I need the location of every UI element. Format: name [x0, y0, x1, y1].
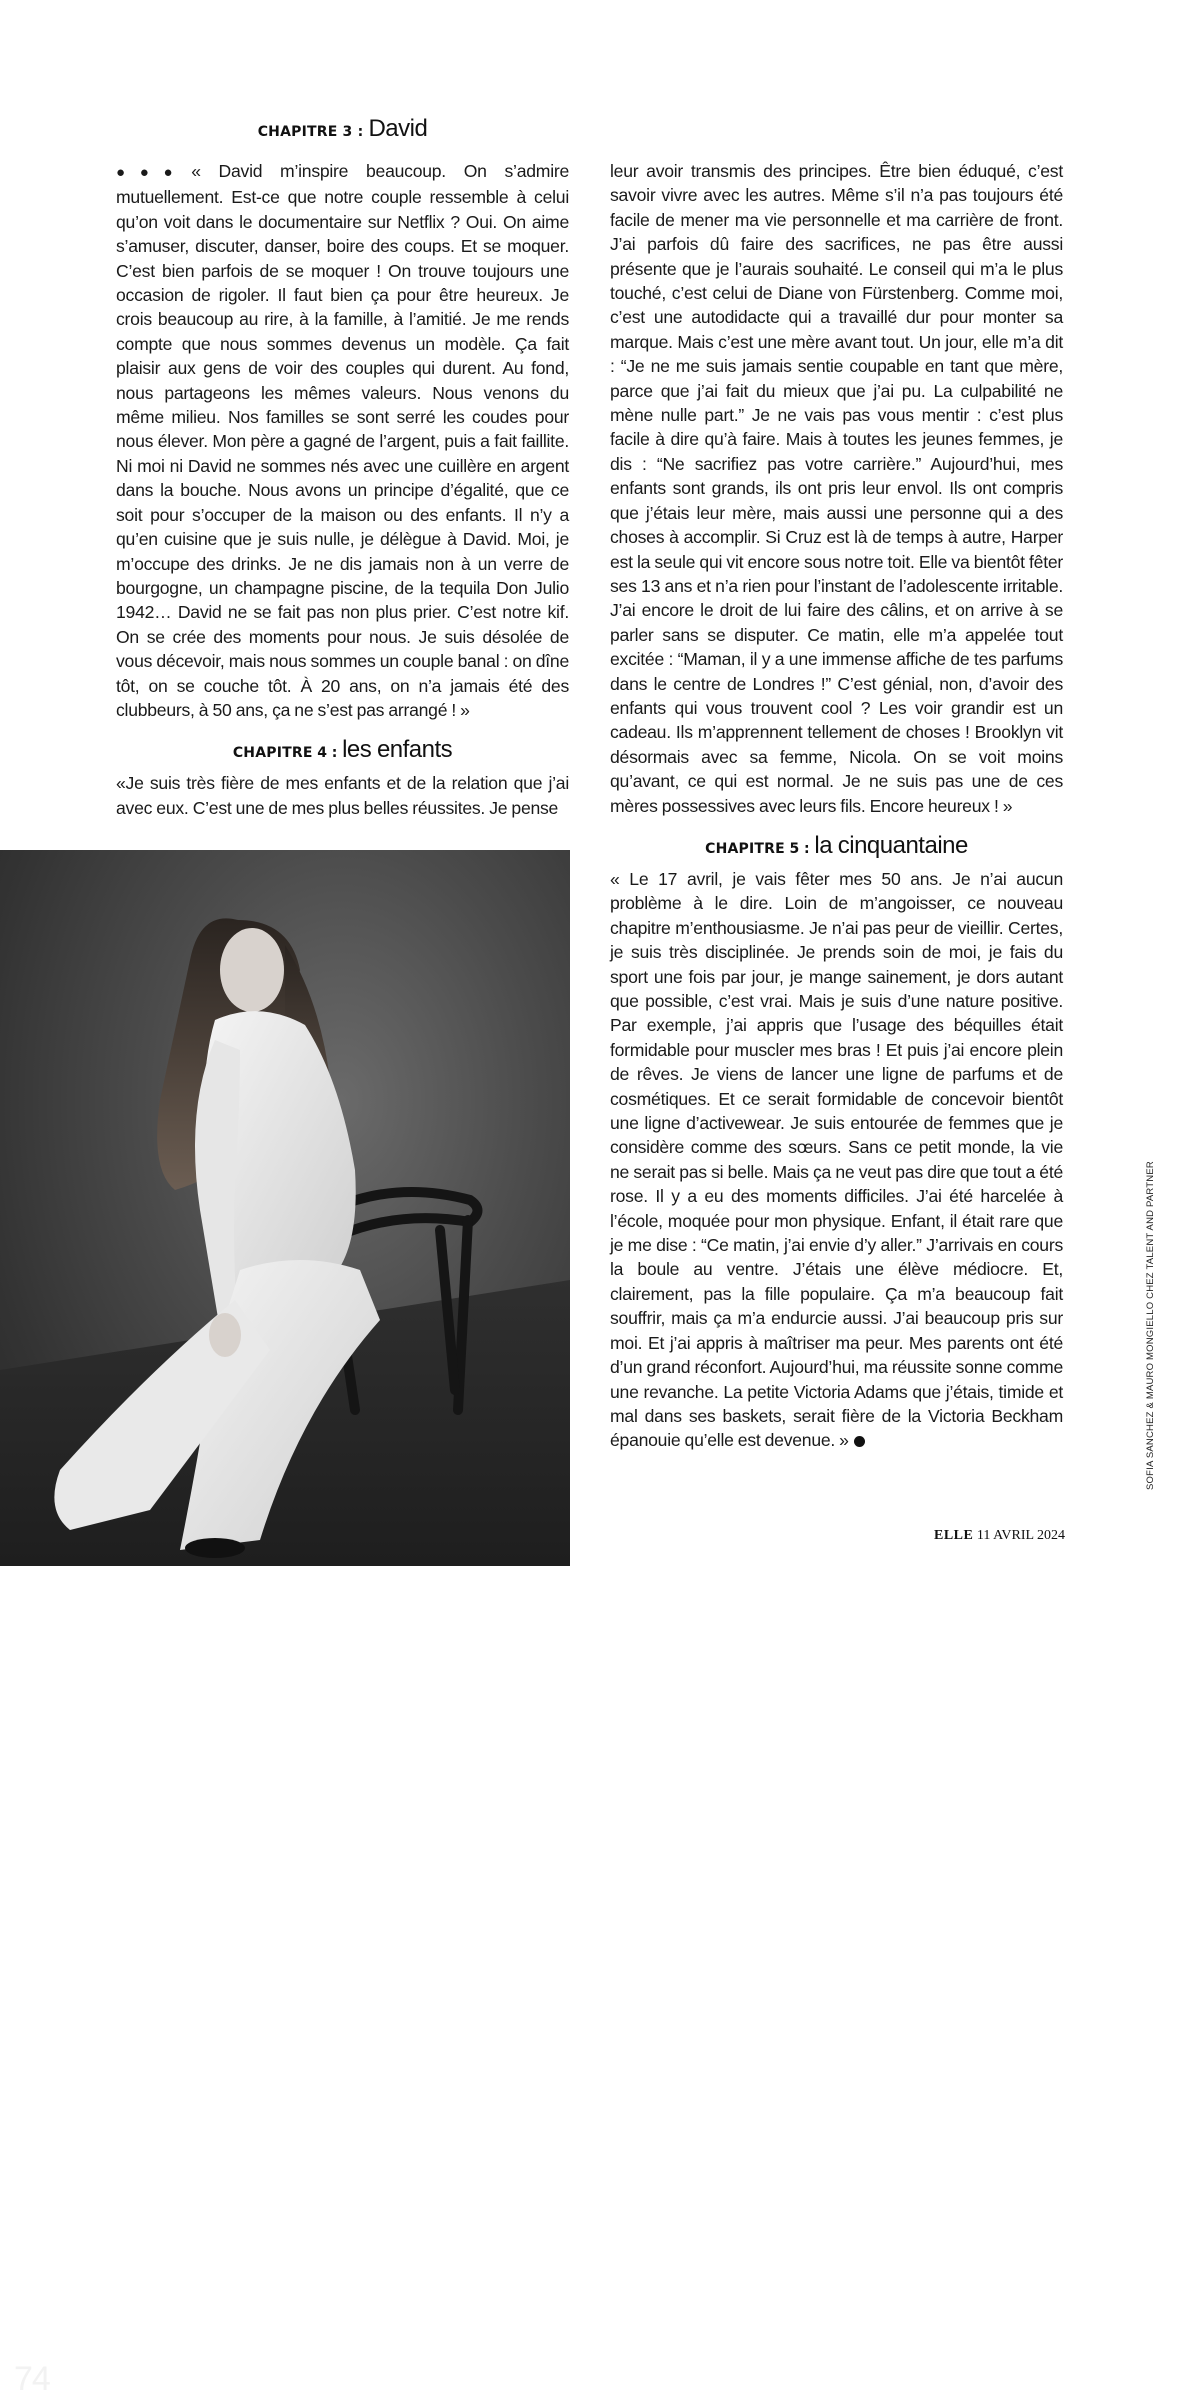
chapter-4-paragraph-start: «Je suis très fière de mes enfants et de la relation que j’ai avec eux. C’est une de mes plus belles réussites. Je pense	[116, 773, 569, 818]
portrait-illustration	[0, 850, 570, 1566]
portrait-photo	[0, 850, 570, 2398]
chapter-3-label: CHAPITRE 3 :	[257, 124, 369, 140]
footer-brand: ELLE	[934, 1528, 974, 1543]
footer-date: 11 AVRIL 2024	[976, 1528, 1066, 1543]
page-footer	[934, 1528, 1065, 1544]
chapter-5-paragraph	[610, 867, 1063, 1453]
chapter-3-text: « David m’inspire beaucoup. On s’admire mutuellement. Est-ce que notre couple ressemble à celui qu’on voit dans le documentaire sur Netflix ? Oui. On aime s’amuser, discuter, danser, boire des coups. Et se moquer. C’est bien parfois de se moquer ! On trouve toujours une occasion de rigoler. Il faut bien ça pour être heureux. Je crois beaucoup au rire, à la famille, à l’amitié. Je me rends compte que nous sommes devenus un modèle. Ça fait plaisir aux gens de voir des couples qui durent. Au fond, nous partageons les mêmes valeurs. Nous venons du même milieu. Nos familles se sont serré les coudes pour nous élever. Mon père a gagné de l’argent, puis a fait faillite. Ni moi ni David ne sommes nés avec une cuillère en argent dans la bouche. Nous avons un principe d’égalité, que ce soit pour s’occuper de la maison ou des enfants. Il n’y a qu’en cuisine que je suis nulle, je délègue à David. Moi, je m’occupe des drinks. Je ne dis jamais non à un verre de bourgogne, un champagne piscine, de la tequila Don Julio 1942… David ne se fait pas non plus prier. C’est notre kif. On se crée des moments pour nous. Je suis désolée de vous décevoir, mais nous sommes un couple banal : on dîne tôt, on se couche tôt. À 20 ans, on n’a jamais été des clubbeurs, à 50 ans, ça ne s’est pas arrangé ! »	[116, 161, 569, 720]
photo-credit-text: SOFIA SANCHEZ & MAURO MONGIELLO CHEZ TALENT AND PARTNER	[1145, 1161, 1156, 1490]
lead-bullets: ●●●	[116, 164, 188, 181]
chapter-3-heading	[116, 115, 569, 146]
left-column	[116, 159, 569, 820]
chapter-4-heading	[116, 736, 569, 767]
end-mark-icon	[854, 1436, 865, 1447]
chapter-3-name: David	[368, 115, 428, 142]
photo-credit	[1133, 1130, 1156, 1490]
face-shape	[220, 928, 284, 1012]
chapter-5-heading	[610, 832, 1063, 863]
right-column	[610, 159, 1063, 1453]
chapter-4-label: CHAPITRE 4 :	[232, 745, 343, 762]
chapter-4-name: les enfants	[342, 736, 453, 764]
page-number: 74	[14, 2360, 50, 2398]
chapter-5-label: CHAPITRE 5 :	[705, 840, 815, 857]
chapter-5-name: la cinquantaine	[814, 831, 968, 859]
chapter-4-paragraph-continued: leur avoir transmis des principes. Être bien éduqué, c’est savoir vivre avec les autres. Même s’il n’a pas toujours été facile de mener ma vie personnelle et ma carrière de front. J’ai parfois dû faire des sacrifices, ne pas être aussi présente que je l’aurais souhaité. Le conseil qui m’a le plus touché, c’est celui de Diane von Fürstenberg. Comme moi, c’est une autodidacte qui a travaillé dur pour monter sa marque. Mais c’est une mère avant tout. Un jour, elle m’a dit : “Je ne me suis jamais sentie coupable en tant que mère, parce que j’ai fait du mieux que j’ai pu. La culpabilité ne mène nulle part.” Je ne vais pas vous mentir : c’est plus facile à dire qu’à faire. Mais à toutes les jeunes femmes, je dis : “Ne sacrifiez pas votre carrière.” Aujourd’hui, mes enfants sont grands, ils ont pris leur envol. Ils ont compris que j’étais leur mère, mais aussi une personne qui a des choses à accomplir. Si Cruz est là de temps à autre, Harper est la seule qui vit encore sous notre toit. Elle va bientôt fêter ses 13 ans et n’a rien pour l’instant de l’adolescente irritable. J’ai encore le droit de lui faire des câlins, et on arrive à se parler sans se disputer. Ce matin, elle m’a appelée tout excitée : “Maman, il y a une immense affiche de tes parfums dans le centre de Londres !” C’est génial, non, d’avoir des enfants qui vous trouvent cool ? Les voir grandir est un cadeau. Ils m’apprennent tellement de choses ! Brooklyn vit désormais avec sa femme, Nicola. On se voit moins qu’avant, ce qui est normal. Je ne suis pas une de ces mères possessives avec leurs fils. Encore heureux ! »	[610, 161, 1063, 816]
chapter-3-paragraph	[116, 159, 569, 722]
chapter-5-text: « Le 17 avril, je vais fêter mes 50 ans. Je n’ai aucun problème à le dire. Loin de m’angoisser, ce nouveau chapitre m’enthousiasme. Je n’ai pas peur de vieillir. Certes, je suis très disciplinée. Je prends soin de moi, je fais du sport une fois par jour, je mange sainement, je dors autant que possible, c’est vrai. Mais je suis d’une nature positive. Par exemple, j’ai appris que l’usage des béquilles était formidable pour muscler mes bras ! Et puis j’ai encore plein de rêves. Je viens de lancer une ligne de parfums et de cosmétiques. Et ce serait formidable de concevoir bientôt une ligne d’activewear. Je suis entourée de femmes que je considère comme des sœurs. Sans ce petit monde, la vie ne serait pas si belle. Mais ça ne veut pas dire que tout a été rose. Il y a eu des moments difficiles. J’ai été harcelée à l’école, moquée pour mon physique. Enfant, il était rare que je me dise : “Ce matin, j’ai envie d’y aller.” J’arrivais en cours la boule au ventre. J’étais une élève médiocre. Et, clairement, pas la fille populaire. Ça m’a beaucoup fait souffrir, mais ça m’a endurcie aussi. J’ai beaucoup pris sur moi. Et j’ai appris à maîtriser ma peur. Mes parents ont été d’un grand réconfort. Aujourd’hui, ma réussite sonne comme une revanche. La petite Victoria Adams que j’étais, timide et mal dans ses baskets, serait fière de la Victoria Beckham épanouie qu’elle est devenue. »	[610, 868, 1063, 1451]
